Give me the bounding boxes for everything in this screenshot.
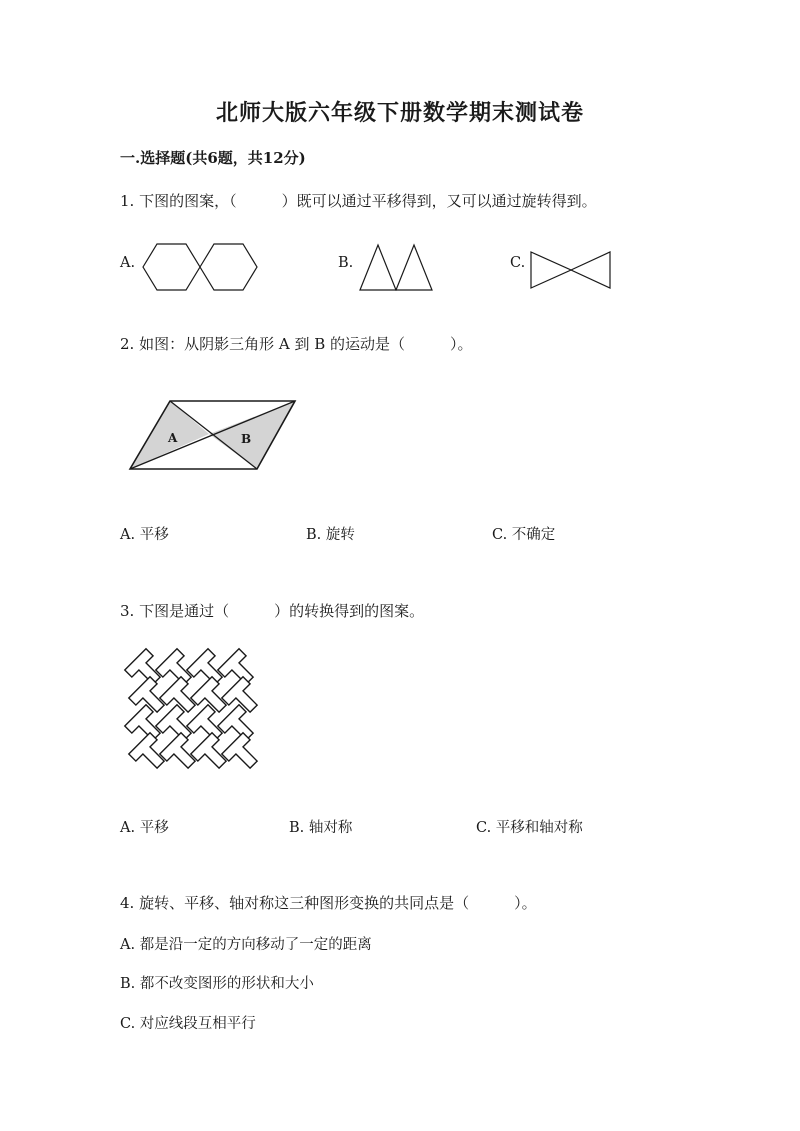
section-heading: 一.选择题(共6题，共12分) bbox=[120, 149, 306, 167]
q3-option-c: C. 平移和轴对称 bbox=[476, 820, 583, 836]
q1-option-c-label: C. bbox=[510, 255, 526, 271]
q2-parallelogram-figure bbox=[125, 398, 305, 473]
q2-option-b: B. 旋转 bbox=[306, 527, 355, 543]
q4-option-b: B. 都不改变图形的形状和大小 bbox=[120, 976, 314, 992]
q1-option-b-label: B. bbox=[338, 255, 354, 271]
q2-option-a: A. 平移 bbox=[120, 527, 169, 543]
q4-option-a: A. 都是沿一定的方向移动了一定的距离 bbox=[120, 937, 372, 953]
q1-option-a-figure bbox=[140, 242, 270, 292]
tile-shape bbox=[222, 733, 264, 775]
q3-option-b: B. 轴对称 bbox=[289, 820, 353, 836]
q1-option-b-figure bbox=[358, 242, 438, 292]
q1-option-a-label: A. bbox=[120, 255, 136, 271]
q2-option-c: C. 不确定 bbox=[492, 527, 556, 543]
page-title: 北师大版六年级下册数学期末测试卷 bbox=[215, 100, 584, 126]
q4-option-c: C. 对应线段互相平行 bbox=[120, 1016, 256, 1032]
q3-option-a: A. 平移 bbox=[120, 820, 169, 836]
q2-label-b: B bbox=[241, 432, 252, 446]
question-4-text: 4. 旋转、平移、轴对称这三种图形变换的共同点是（ ）。 bbox=[120, 894, 537, 912]
question-1-text: 1. 下图的图案，（ ）既可以通过平移得到，又可以通过旋转得到。 bbox=[120, 192, 597, 210]
q1-option-c-figure bbox=[528, 250, 618, 292]
q3-tessellation-pattern bbox=[118, 650, 268, 775]
question-2-text: 2. 如图：从阴影三角形 A 到 B 的运动是（ ）。 bbox=[120, 335, 473, 353]
question-3-text: 3. 下图是通过（ ）的转换得到的图案。 bbox=[120, 602, 425, 620]
q2-label-a: A bbox=[168, 431, 178, 445]
